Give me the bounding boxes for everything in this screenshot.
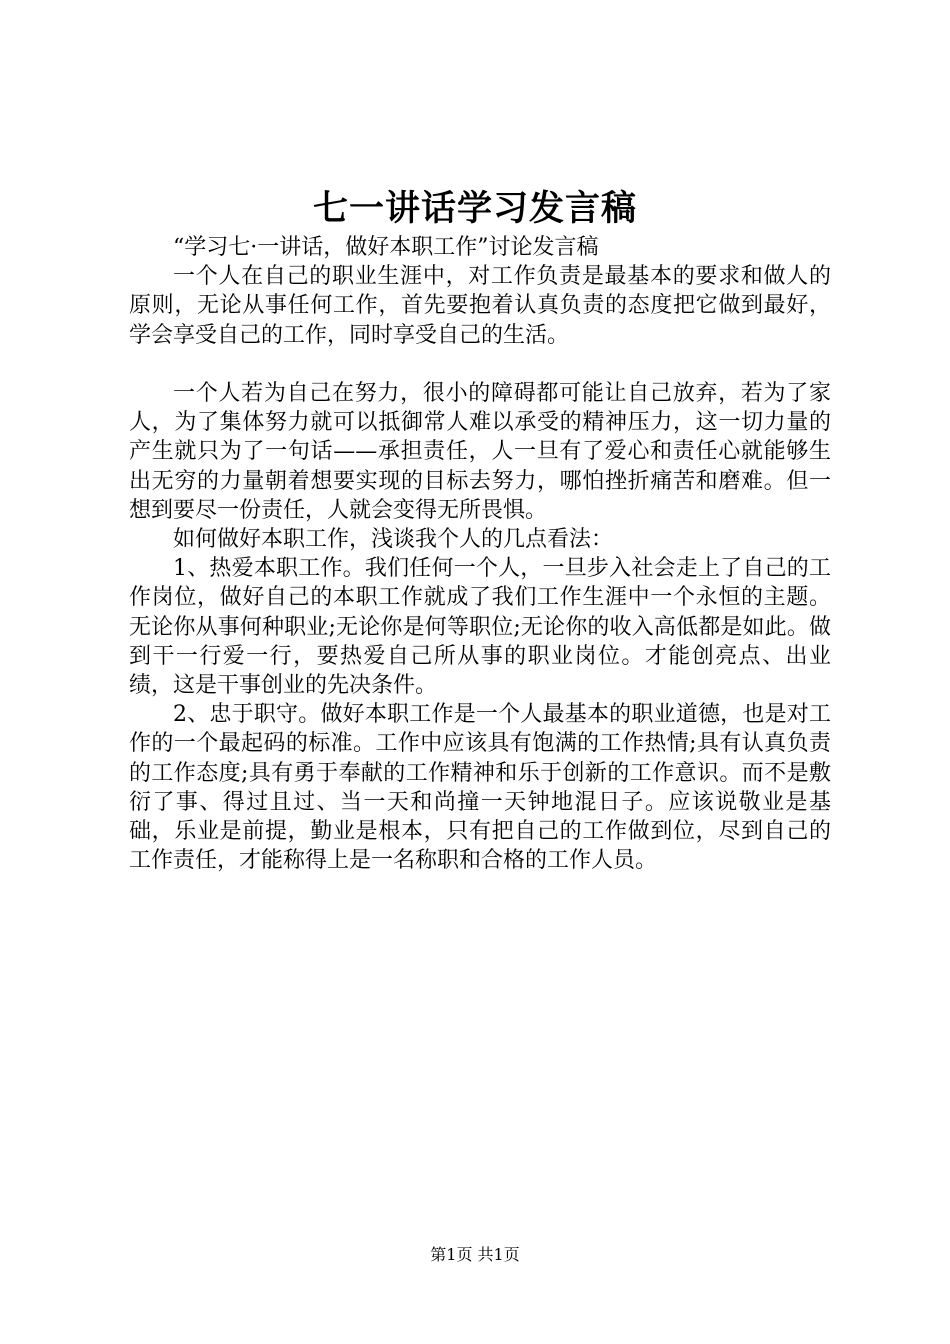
subtitle-paragraph: “学习七·一讲话，做好本职工作”讨论发言稿 [173,235,599,260]
body-paragraph: 2、忠于职守。做好本职工作是一个人最基本的职业道德，也是对工作的一个最起码的标准。工作中应该具有饱满的工作热情;具有认真负责的工作态度;具有勇于奉献的工作精神和乐于创新的工作意识。而不是敷衍了事、得过且过、当一天和尚撞一天钟地混日子。应该说敬业是基础，乐业是前提，勤业是根本，只有把自己的工作做到位，尽到自己的工作责任，才能称得上是一名称职和合格的工作人员。 [129,702,831,874]
body-paragraph: 如何做好本职工作，浅谈我个人的几点看法： [173,527,614,553]
paragraph-spacer [129,350,831,379]
body-paragraph: 1、热爱本职工作。我们任何一个人，一旦步入社会走上了自己的工作岗位，做好自己的本职工作就成了我们工作生涯中一个永恒的主题。无论你从事何种职业;无论你是何等职位;无论你的收入高低都是如此。做到干一行爱一行，要热爱自己所从事的职业岗位。才能创亮点、出业绩，这是干事创业的先决条件。 [129,556,831,699]
document-body [129,233,831,875]
document-title: 七一讲话学习发言稿 [312,188,637,229]
body-paragraph: 一个人在自己的职业生涯中，对工作负责是最基本的要求和做人的原则，无论从事任何工作，首先要抱着认真负责的态度把它做到最好，学会享受自己的工作，同时享受自己的生活。 [129,264,831,348]
body-paragraph: 一个人若为自己在努力，很小的障碍都可能让自己放弃，若为了家人，为了集体努力就可以抵御常人难以承受的精神压力，这一切力量的产生就只为了一句话——承担责任，人一旦有了爱心和责任心就能够生出无穷的力量朝着想要实现的目标去努力，哪怕挫折痛苦和磨难。但一想到要尽一份责任，人就会变得无所畏惧。 [129,381,831,523]
page-footer: 第1页 共1页 [430,1245,520,1264]
